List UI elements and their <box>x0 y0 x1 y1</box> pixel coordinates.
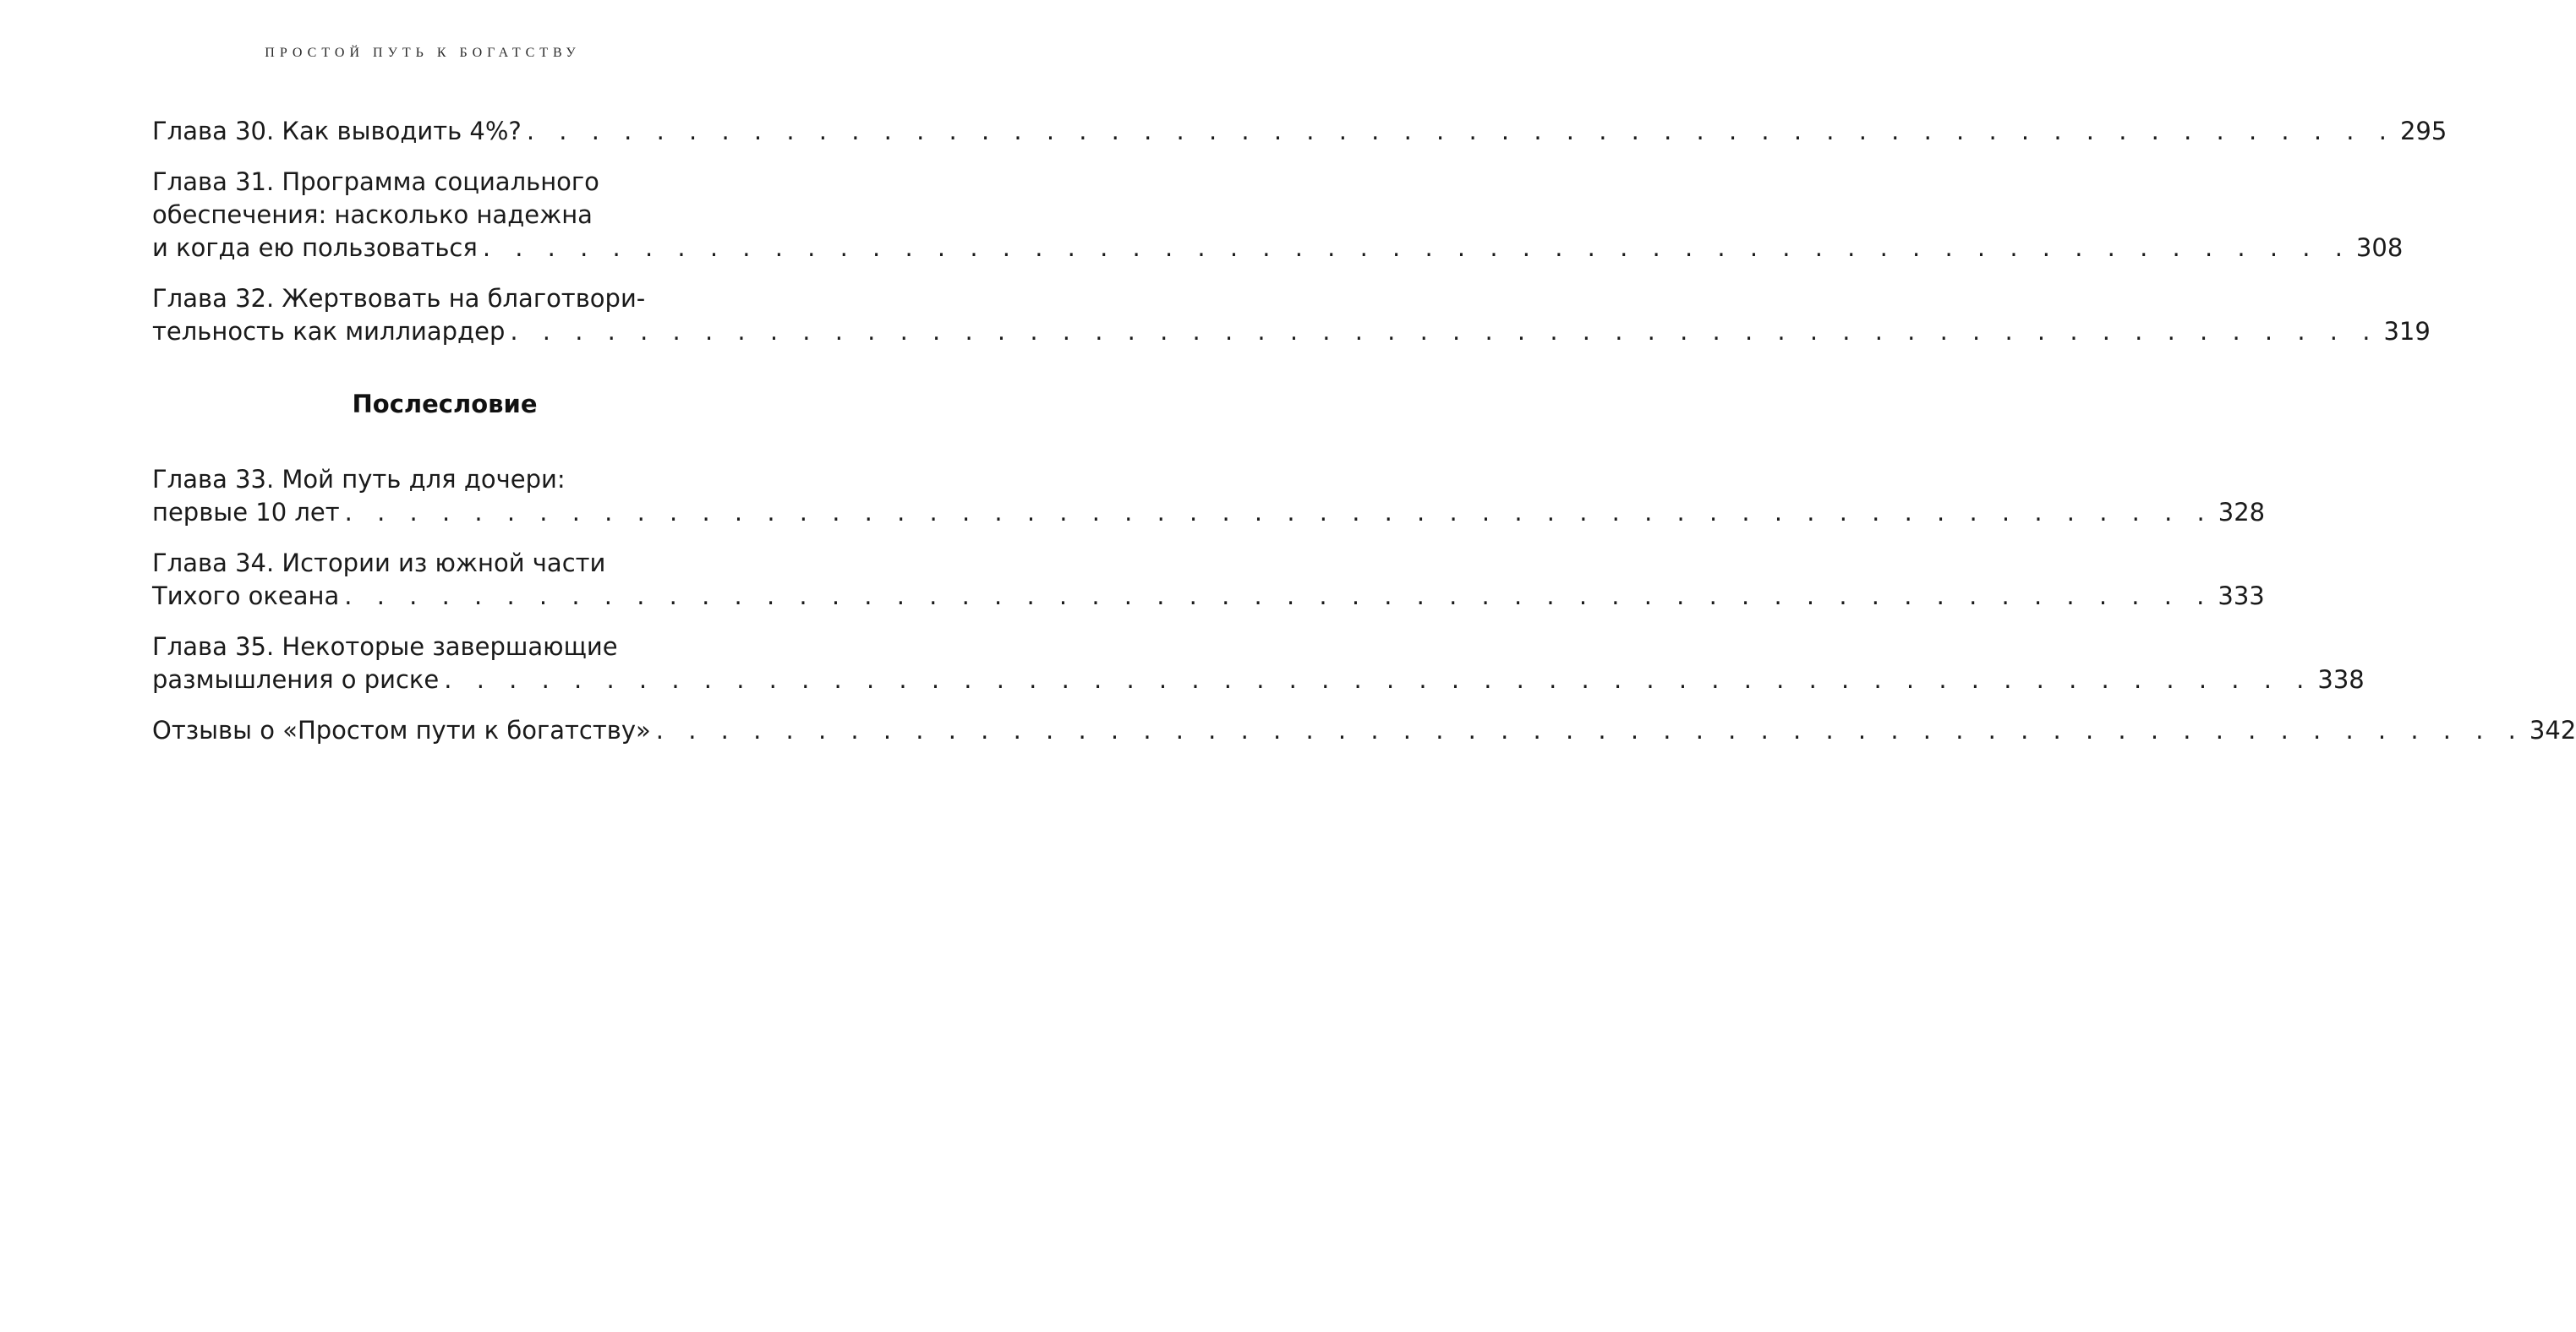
toc-last-line <box>152 714 2576 747</box>
dot-leader: . . . . . . . . . . . . . . . . . . . . . . . . . . . . . . . . . . . . . . . . . . . . . . . . . . . . . . . . . . <box>510 317 2379 346</box>
toc-entry-title-line: Глава 35. Некоторые завершающие <box>152 632 618 661</box>
toc-last-line <box>152 232 2404 265</box>
toc-entry-title-line: размышления о риске <box>152 665 440 694</box>
toc-page-number: 342 <box>2529 716 2576 745</box>
dot-leader: . . . . . . . . . . . . . . . . . . . . . . . . . . . . . . . . . . . . . . . . . . . . . . . . . . . . . . . . . . <box>344 498 2213 527</box>
toc-page-number: 308 <box>2355 233 2404 262</box>
toc-entry-chapter-33[interactable] <box>152 463 2266 529</box>
toc-last-line <box>152 315 2431 348</box>
toc-page-number: 333 <box>2218 581 2265 610</box>
dot-leader: . . . . . . . . . . . . . . . . . . . . . . . . . . . . . . . . . . . . . . . . . . . . . . . . . . . . . . . . . . <box>344 581 2213 610</box>
toc-entry-title-line: обеспечения: насколько надежна <box>152 200 593 229</box>
toc-entry-chapter-31[interactable] <box>152 166 2404 265</box>
toc-last-line <box>152 496 2266 529</box>
dot-leader: . . . . . . . . . . . . . . . . . . . . . . . . . . . . . . . . . . . . . . . . . . . . . . . . . . . . . . . . . . <box>526 117 2395 145</box>
toc-page-number: 319 <box>2383 317 2431 346</box>
dot-leader: . . . . . . . . . . . . . . . . . . . . . . . . . . . . . . . . . . . . . . . . . . . . . . . . . . . . . . . . . . <box>655 716 2524 745</box>
toc-page-number: 328 <box>2218 498 2266 527</box>
toc-entry-title-line: и когда ею пользоваться <box>152 233 478 262</box>
toc-entry-chapter-30[interactable] <box>152 115 2447 148</box>
toc-page-number: 338 <box>2317 665 2365 694</box>
dot-leader: . . . . . . . . . . . . . . . . . . . . . . . . . . . . . . . . . . . . . . . . . . . . . . . . . . . . . . . . . . <box>444 665 2313 694</box>
toc-entry-title-line: Глава 31. Программа социального <box>152 167 599 196</box>
toc-entry-reviews[interactable] <box>152 714 2576 747</box>
toc-entry-title: Отзывы о «Простом пути к богатству» <box>152 716 651 745</box>
toc-last-line <box>152 580 2265 613</box>
section-heading-afterword: Послесловие <box>352 390 538 418</box>
dot-leader: . . . . . . . . . . . . . . . . . . . . . . . . . . . . . . . . . . . . . . . . . . . . . . . . . . . . . . . . . . <box>482 233 2351 262</box>
toc-entry-chapter-32[interactable] <box>152 282 2431 348</box>
toc-entry-title-line: Глава 32. Жертвовать на благотвори- <box>152 284 646 313</box>
toc-entry-title: Глава 30. Как выводить 4%? <box>152 117 522 145</box>
toc-last-line <box>152 663 2365 696</box>
toc-entry-title-line: первые 10 лет <box>152 498 340 527</box>
running-header: ПРОСТОЙ ПУТЬ К БОГАТСТВУ <box>265 46 581 60</box>
toc-entry-chapter-34[interactable] <box>152 547 2265 613</box>
toc-entry-title-line: Глава 34. Истории из южной части <box>152 549 606 577</box>
toc-entry-title-line: Тихого океана <box>152 581 340 610</box>
toc-last-line <box>152 115 2447 148</box>
toc-entry-chapter-35[interactable] <box>152 631 2365 696</box>
toc-list-after <box>152 463 2576 765</box>
toc-list-before <box>152 115 2447 366</box>
toc-entry-title-line: тельность как миллиардер <box>152 317 506 346</box>
toc-entry-title-line: Глава 33. Мой путь для дочери: <box>152 465 566 494</box>
toc-page-number: 295 <box>2399 117 2447 145</box>
